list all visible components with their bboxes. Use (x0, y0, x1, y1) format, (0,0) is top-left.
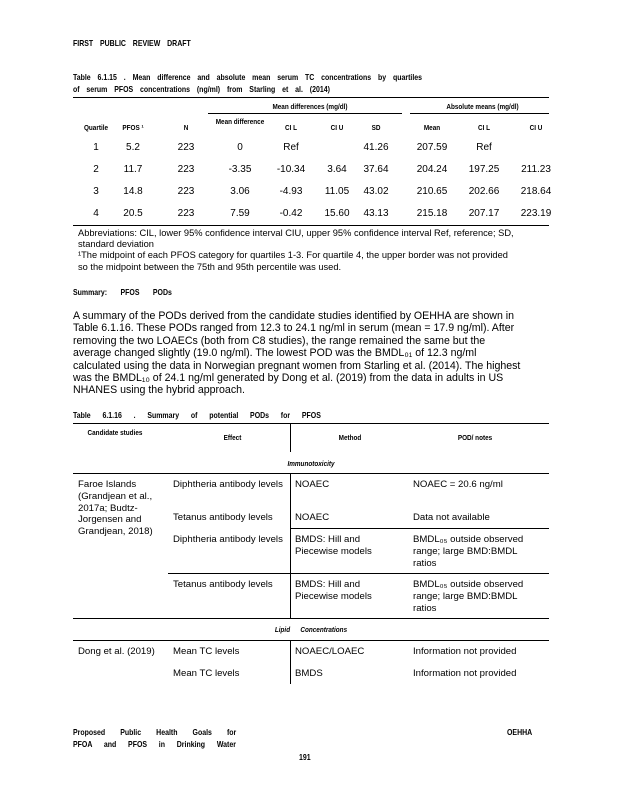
col-header: CI U (330, 123, 344, 132)
table1-cell: 210.65 (416, 186, 448, 197)
effect-cell: Mean TC levels (173, 646, 240, 657)
table1-cell: 15.60 (324, 208, 350, 219)
page-number: 191 (299, 752, 311, 762)
table1-cell: -3.35 (228, 164, 252, 175)
table1-cell: 197.25 (468, 164, 500, 175)
pod-cell: Information not provided (413, 668, 517, 679)
method-cell: BMDS (295, 668, 323, 679)
paragraph-line: NHANES using the hybrid approach. (73, 384, 245, 397)
col-header-pod-notes: POD/ notes (457, 433, 493, 442)
summary-heading: Summary: PFOS PODs (73, 287, 172, 297)
method-cell: BMDS: Hill and Piecewise models (295, 579, 372, 602)
group-rule-absolute (410, 113, 549, 114)
paragraph-line: removing the two LOAECs (both from C8 studies), the range remained the same but the (73, 334, 486, 347)
footer-title-line2: PFOA and PFOS in Drinking Water (73, 739, 236, 749)
table1-cell: 0 (237, 142, 243, 153)
table1-footnote: ¹The midpoint of each PFOS category for quartiles 1-3. For quartile 4, the upper border was not provided (78, 250, 508, 260)
table1-cell: 223 (177, 164, 195, 175)
table1-cell: -10.34 (276, 164, 306, 175)
table1-caption-line2: of serum PFOS concentrations (ng/ml) from Starling et al. (2014) (73, 84, 330, 94)
table1-caption: Table 6.1.15 . Mean difference and absolute mean serum TC concentrations by quartiles (73, 72, 423, 82)
effect-cell: Tetanus antibody levels (173, 579, 273, 590)
table1-cell: -0.42 (279, 208, 303, 219)
effect-cell: Diphtheria antibody levels (173, 479, 283, 490)
col-header-candidate-studies: Candidate studies (87, 428, 143, 437)
pod-cell: NOAEC = 20.6 ng/ml (413, 479, 503, 490)
paragraph-line: calculated using the data in Norwegian pregnant women from Starling et al. (2014). The highest (73, 359, 521, 372)
group-header-absolute-means: Absolute means (mg/dl) (446, 102, 519, 111)
paragraph-line: Table 6.1.16. These PODs ranged from 12.3 to 24.1 ng/ml in serum (mean = 17.9 ng/ml). After (73, 322, 515, 335)
col-header: Mean difference (215, 117, 265, 126)
table1-cell: 43.02 (363, 186, 389, 197)
method-cell: NOAEC (295, 479, 330, 490)
table1-cell: 7.59 (230, 208, 250, 219)
table1-cell: 207.59 (416, 142, 448, 153)
table1-cell: Ref (476, 142, 492, 153)
col-header: Mean (423, 123, 441, 132)
table1-cell: 223 (177, 142, 195, 153)
table1-cell: 207.17 (468, 208, 500, 219)
table1-cell: 11.7 (123, 164, 143, 175)
table1-cell: 204.24 (416, 164, 448, 175)
rule-immuno (73, 473, 549, 474)
col-header: CI L (477, 123, 491, 132)
effect-cell: Tetanus antibody levels (173, 512, 273, 523)
header-divider (290, 423, 291, 452)
effect-cell: Mean TC levels (173, 668, 240, 679)
table1-cell: 211.23 (521, 164, 551, 175)
table1-cell: 20.5 (123, 208, 143, 219)
table1-cell: 218.64 (520, 186, 552, 197)
table1-footnote-cont: so the midpoint between the 75th and 95th percentile was used. (78, 262, 342, 272)
effect-cell: Diphtheria antibody levels (173, 534, 283, 545)
row-rule (290, 528, 549, 529)
pod-cell: BMDL₀₅ outside observed range; large BMD:BMDL ratios (413, 534, 524, 569)
col-header-effect: Effect (223, 433, 242, 442)
table2-top-rule (73, 423, 549, 424)
method-cell: BMDS: Hill and Piecewise models (295, 534, 372, 557)
table1-cell: 223 (177, 186, 195, 197)
group-header-mean-differences: Mean differences (mg/dl) (272, 102, 348, 111)
table1-cell: 41.26 (363, 142, 389, 153)
method-cell: NOAEC/LOAEC (295, 646, 365, 657)
col-header: CI L (284, 123, 298, 132)
method-cell: NOAEC (295, 512, 330, 523)
footer-title: Proposed Public Health Goals for (73, 727, 237, 737)
section-immunotoxicity: Immunotoxicity (287, 459, 335, 468)
table1-cell: 3 (93, 186, 99, 197)
table1-abbreviations: Abbreviations: CIL, lower 95% confidence interval CIU, upper 95% confidence interval Ref, reference; SD, (78, 228, 514, 238)
col-header: Quartile (83, 123, 109, 132)
footer-org: OEHHA (507, 727, 533, 737)
summary-paragraph (73, 310, 520, 397)
col-header-method: Method (338, 433, 362, 442)
draft-label: FIRST PUBLIC REVIEW DRAFT (73, 38, 191, 48)
rule-lipid (73, 640, 549, 641)
table1-top-rule (73, 97, 549, 98)
table1-cell: 2 (93, 164, 99, 175)
study-faroe-islands: Faroe Islands (Grandjean et al., 2017a; Budtz-Jorgensen and Grandjean, 2018) (78, 479, 153, 538)
study-dong: Dong et al. (2019) (78, 646, 155, 657)
section-lipid-concentrations: Lipid Concentrations (274, 625, 348, 634)
table1-cell: 14.8 (123, 186, 143, 197)
pod-cell: Information not provided (413, 646, 517, 657)
table1-cell: 223 (177, 208, 195, 219)
table1-cell: Ref (283, 142, 299, 153)
paragraph-line: was the BMDL₁₀ of 24.1 ng/ml generated by Dong et al. (2019) from the data in adults in US (73, 372, 504, 385)
table2-caption: Table 6.1.16 . Summary of potential PODs for PFOS (73, 410, 321, 420)
table1-bottom-rule (73, 225, 549, 226)
table1-cell: 1 (93, 142, 99, 153)
rule-lipid-top (73, 618, 549, 619)
pod-cell: BMDL₀₅ outside observed range; large BMD:BMDL ratios (413, 579, 524, 614)
paragraph-line: A summary of the PODs derived from the candidate studies identified by OEHHA are shown in (73, 310, 515, 322)
col-header: N (183, 123, 189, 132)
method-divider (290, 640, 291, 684)
table1-cell: 11.05 (324, 186, 350, 197)
table1-cell: 202.66 (468, 186, 500, 197)
paragraph-line: average changed slightly (19.0 ng/ml). The lowest POD was the BMDL₀₁ of 12.3 ng/ml (73, 347, 477, 360)
table1-cell: 3.06 (230, 186, 250, 197)
col-header: SD (371, 123, 381, 132)
table1-cell: 223.19 (520, 208, 552, 219)
table1-cell: -4.93 (279, 186, 303, 197)
table1-cell: 215.18 (416, 208, 448, 219)
method-divider (290, 473, 291, 618)
table1-cell: 43.13 (363, 208, 389, 219)
col-header: PFOS ¹ (122, 123, 144, 132)
table1-cell: 4 (93, 208, 99, 219)
col-header: CI U (529, 123, 543, 132)
table1-cell: 37.64 (363, 164, 389, 175)
table1-cell: 5.2 (126, 142, 140, 153)
pod-cell: Data not available (413, 512, 490, 523)
row-rule (168, 573, 549, 574)
table1-cell: 3.64 (327, 164, 347, 175)
table1-abbreviations-cont: standard deviation (78, 239, 154, 249)
group-rule-mean-diff (208, 113, 402, 114)
